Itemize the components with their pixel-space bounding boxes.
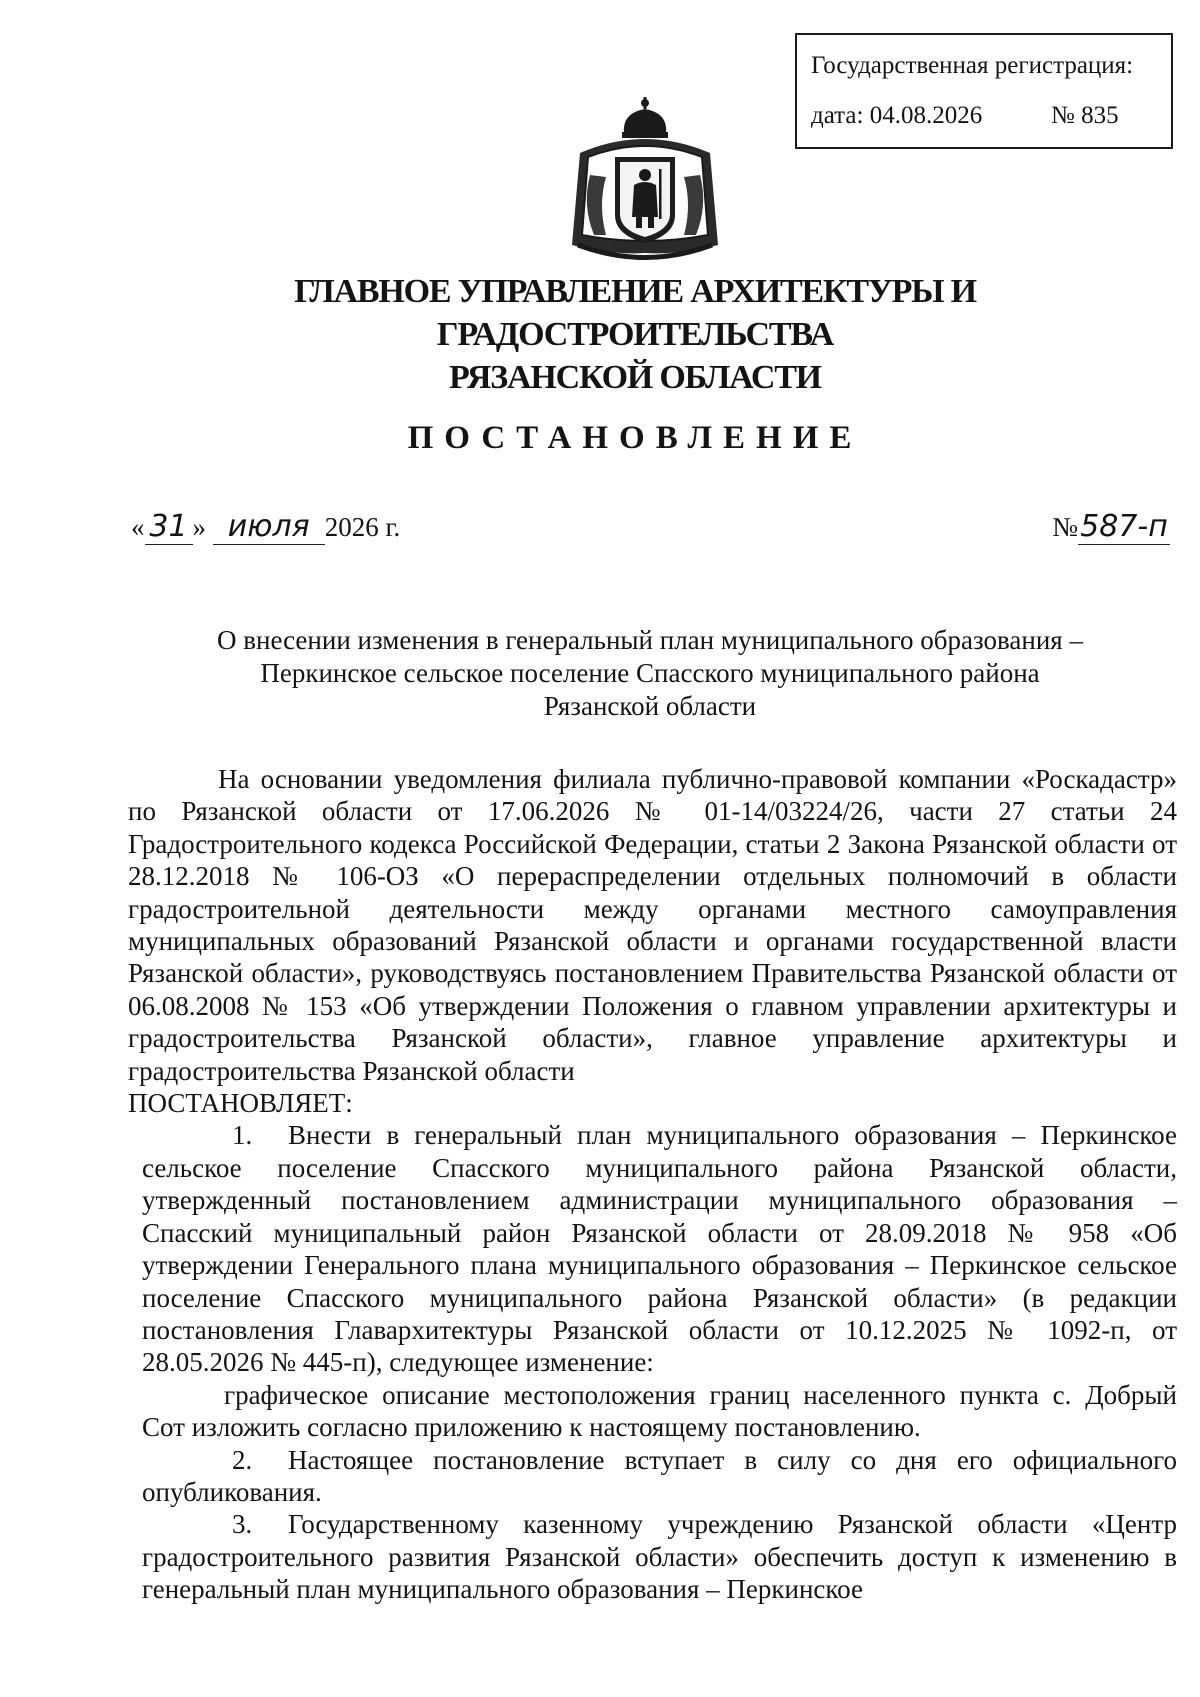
date-day-handwritten: 31 xyxy=(145,510,193,545)
clause-1 xyxy=(128,1119,1177,1378)
clause-3-number: 3. xyxy=(232,1509,253,1540)
preamble-paragraph: На основании уведомления филиала публично-правовой компании «Роскадастр» по Рязанской области от 17.06.2026 № 01-14/03224/26, части 27 статьи 24 Градостроительного кодекса Российской Федерации, статьи 2 Закона Рязанской области от 28.12.2018 № 106-ОЗ «О перераспределении отдельных полномочий в области градостроительной деятельности между органами местного самоуправления муниципальных образований Рязанской области и органами государственной власти Рязанской области», руководствуясь постановлением Правительства Рязанской области от 06.08.2008 № 153 «Об утверждении Положения о главном управлении архитектуры и градостроительства Рязанской области», главное управление архитектуры и градостроительства Рязанской области xyxy=(128,764,1177,1086)
registration-stamp xyxy=(795,33,1173,149)
document-number xyxy=(1052,510,1170,545)
subject-line2: Перкинское сельское поселение Спасского муниципального района xyxy=(260,658,1040,688)
clause-3 xyxy=(128,1508,1177,1605)
clause-1-text: Внести в генеральный план муниципального образования – Перкинское сельское поселение Спасского муниципального района Рязанской области, утвержденный постановлением администрации муниципального образования – Спасский муниципальный район Рязанской области от 28.09.2018 № 958 «Об утверждении Генерального плана муниципального образования – Перкинское сельское поселение Спасского муниципального района Рязанской области» (в редакции постановления Главархитектуры Рязанской области от 10.12.2025 № 1092-п, от 28.05.2026 № 445-п), следующее изменение: xyxy=(142,1120,1177,1378)
clause-3-text: Государственному казенному учреждению Рязанской области «Центр градостроительного развития Рязанской области» обеспечить доступ к изменению в генеральный план муниципального образования – Перкинское xyxy=(142,1509,1177,1605)
subject-line1: О внесении изменения в генеральный план муниципального образования – xyxy=(217,625,1083,655)
subject-line3: Рязанской области xyxy=(543,691,757,721)
date-close-quote: » xyxy=(192,512,206,542)
clause-2-number: 2. xyxy=(232,1444,253,1475)
registration-number: № 835 xyxy=(1051,102,1119,129)
clause-2-text: Настоящее постановление вступает в силу со дня его официального опубликования. xyxy=(142,1444,1177,1507)
document-subject xyxy=(130,624,1170,723)
decree-word: ПОСТАНОВЛЯЕТ: xyxy=(128,1088,353,1119)
clause-1-number: 1. xyxy=(232,1120,253,1151)
document-number-handwritten: 587-п xyxy=(1078,510,1170,545)
document-type: ПОСТАНОВЛЕНИЕ xyxy=(407,420,863,456)
registration-date: дата: 04.08.2026 xyxy=(811,102,983,129)
registration-title: Государственная регистрация: xyxy=(811,52,1134,79)
document-date xyxy=(131,510,400,545)
clause-1-subparagraph: графическое описание местоположения границ населенного пункта с. Добрый Сот изложить согласно приложению к настоящему постановлению. xyxy=(142,1379,1177,1443)
ryazan-coat-of-arms-icon xyxy=(560,95,730,270)
date-year: 2026 г. xyxy=(324,512,401,542)
clause-2 xyxy=(128,1444,1177,1509)
agency-name xyxy=(100,270,1170,399)
agency-name-line2: РЯЗАНСКОЙ ОБЛАСТИ xyxy=(449,359,821,396)
date-month-handwritten: июля xyxy=(213,510,325,545)
document-number-prefix: № xyxy=(1052,512,1078,542)
document-body xyxy=(128,763,1177,1606)
agency-name-line1: ГЛАВНОЕ УПРАВЛЕНИЕ АРХИТЕКТУРЫ И ГРАДОСТРОИТЕЛЬСТВА xyxy=(294,273,976,353)
date-open-quote: « xyxy=(131,512,145,542)
